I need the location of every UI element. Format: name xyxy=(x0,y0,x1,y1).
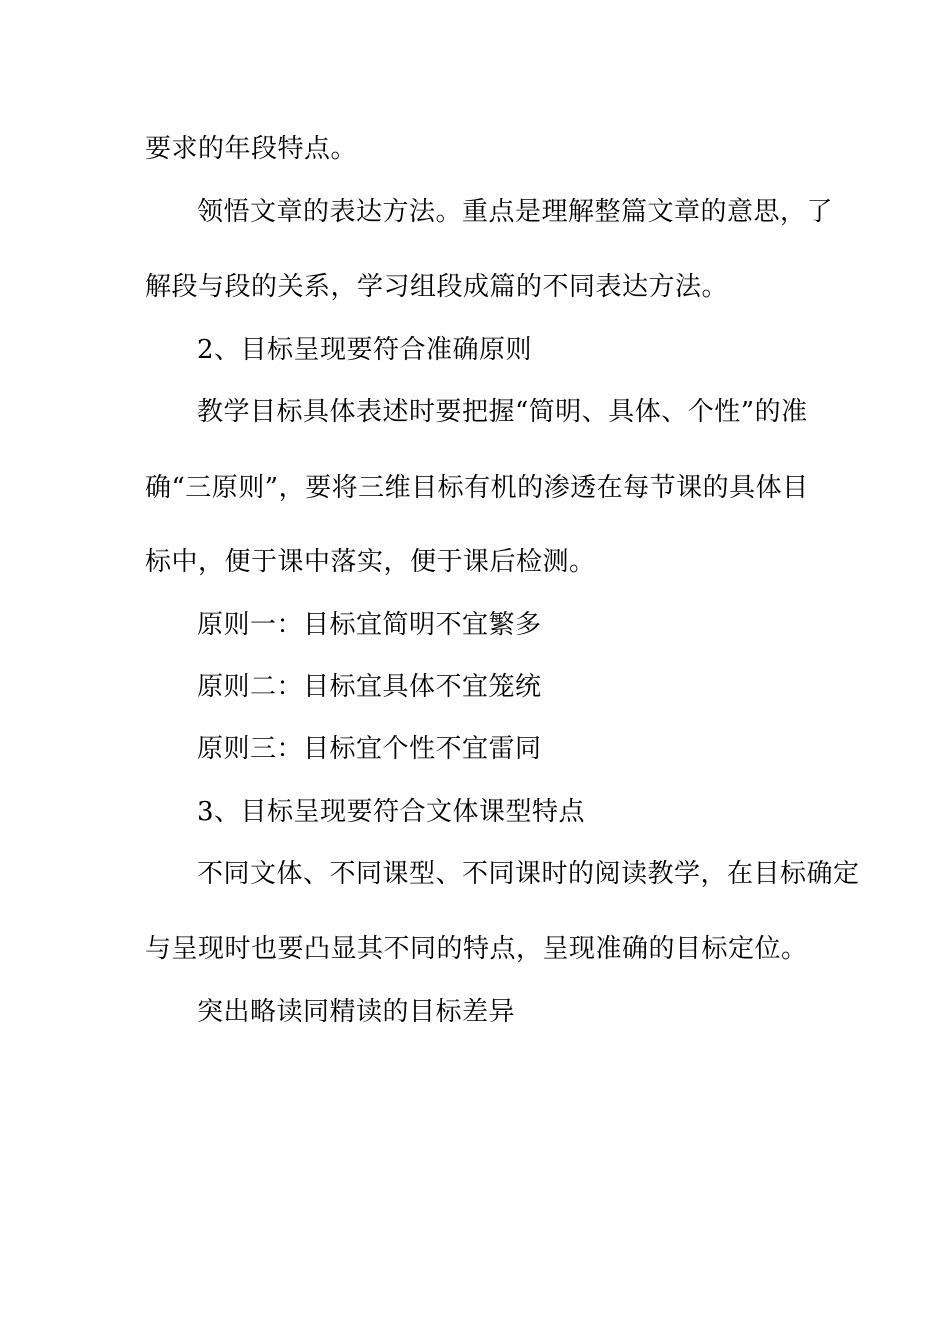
text-line: 确“三原则”，要将三维目标有机的渗透在每节课的具体目 xyxy=(145,473,809,503)
paragraph-line: 领悟文章的表达方法。重点是理解整篇文章的意思，了 xyxy=(197,197,834,227)
principle-item: 原则三：目标宜个性不宜雷同 xyxy=(197,734,542,764)
paragraph-line: 突出略读同精读的目标差异 xyxy=(197,997,516,1027)
section-heading: 3、目标呈现要符合文体课型特点 xyxy=(197,797,586,827)
section-heading: 2、目标呈现要符合准确原则 xyxy=(197,335,533,365)
principle-item: 原则二：目标宜具体不宜笼统 xyxy=(197,672,542,702)
text-line: 要求的年段特点。 xyxy=(145,134,358,164)
text-line: 与呈现时也要凸显其不同的特点，呈现准确的目标定位。 xyxy=(145,934,808,964)
paragraph-line: 教学目标具体表述时要把握“简明、具体、个性”的准 xyxy=(197,397,808,427)
paragraph-line: 不同文体、不同课型、不同课时的阅读教学，在目标确定 xyxy=(197,859,860,889)
text-line: 解段与段的关系，学习组段成篇的不同表达方法。 xyxy=(145,272,729,302)
text-line: 标中，便于课中落实，便于课后检测。 xyxy=(145,547,596,577)
principle-item: 原则一：目标宜简明不宜繁多 xyxy=(197,610,542,640)
